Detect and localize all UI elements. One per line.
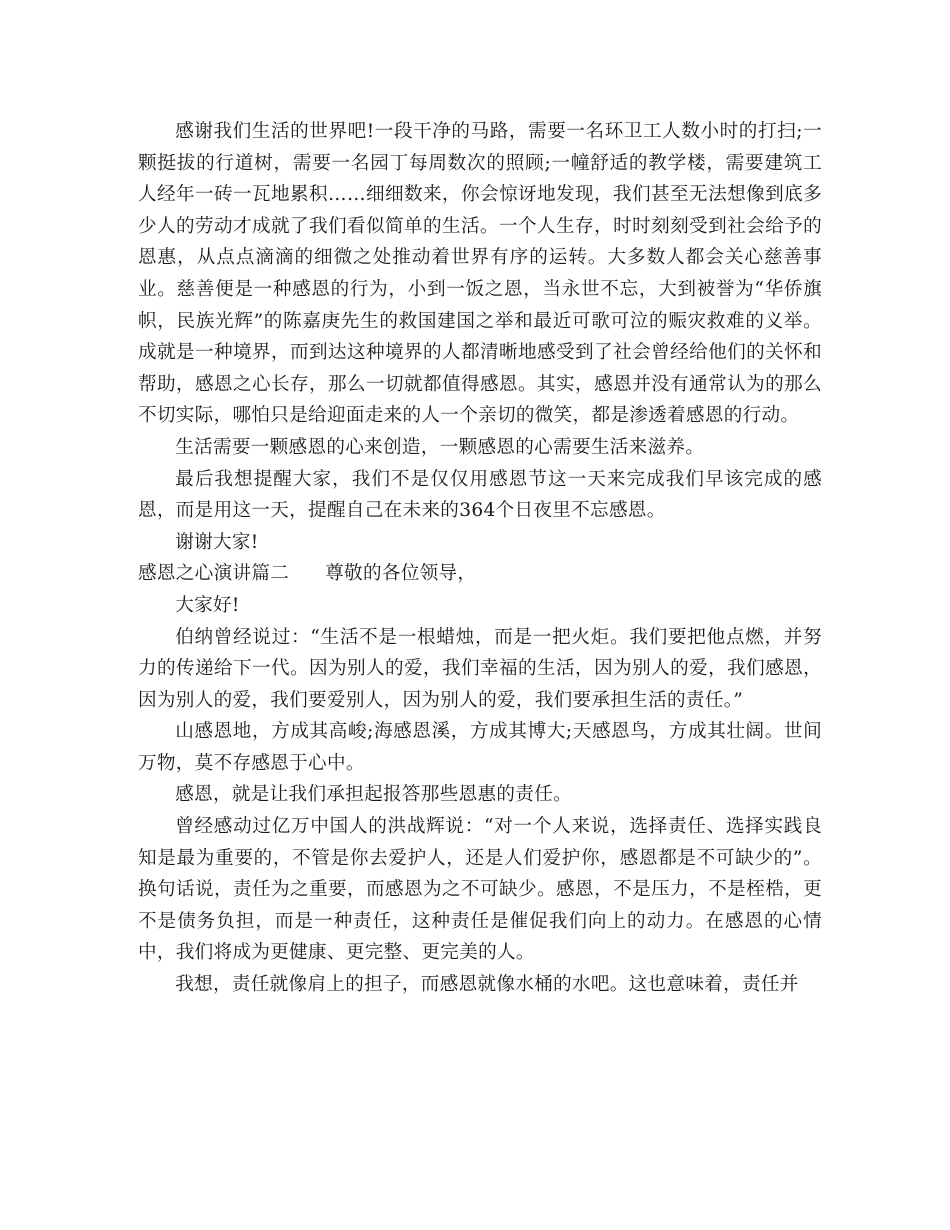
paragraph-life-needs-gratitude: 生活需要一颗感恩的心来创造，一颗感恩的心需要生活来滋养。 [175, 436, 705, 458]
paragraph-reminder: 最后我想提醒大家，我们不是仅仅用感恩节这一天来完成我们早该完成的感恩，而是用这一天，提醒自己在未来的364个日夜里不忘感恩。 [138, 468, 822, 522]
paragraph-bernard-quote: 伯纳曾经说过：“生活不是一根蜡烛，而是一把火炬。我们要把他点燃，并努力的传递给下一代。因为别人的爱，我们幸福的生活，因为别人的爱，我们感恩，因为别人的爱，我们要爱别人，因为别人的爱，我们要承担生活的责任。” [138, 626, 822, 711]
paragraph-hong-zhanhui: 曾经感动过亿万中国人的洪战辉说：“对一个人来说，选择责任、选择实践良知是最为重要的，不管是你去爱护人，还是人们爱护你，感恩都是不可缺少的”。换句话说，责任为之重要，而感恩为之不可缺少。感恩，不是压力，不是桎梏，更不是债务负担，而是一种责任，这种责任是催促我们向上的动力。在感恩的心情中，我们将成为更健康、更完整、更完美的人。 [138, 816, 822, 964]
document-page [138, 116, 822, 1001]
paragraph-mountain-sea: 山感恩地，方成其高峻;海感恩溪，方成其博大;天感恩鸟，方成其壮阔。世间万物，莫不存感恩于心中。 [138, 721, 822, 774]
paragraph-greeting: 大家好! [175, 594, 240, 616]
section-heading-line [138, 558, 822, 590]
paragraph-shoulder-burden: 我想，责任就像肩上的担子，而感恩就像水桶的水吧。这也意味着，责任并 [175, 974, 799, 996]
paragraph-thanks: 谢谢大家! [175, 531, 259, 553]
paragraph-gratitude-world: 感谢我们生活的世界吧!一段干净的马路，需要一名环卫工人数小时的打扫;一颗挺拔的行道树，需要一名园丁每周数次的照顾;一幢舒适的教学楼，需要建筑工人经年一砖一瓦地累积……细细数来，你会惊讶地发现，我们甚至无法想像到底多少人的劳动才成就了我们看似简单的生活。一个人生存，时时刻刻受到社会给予的恩惠，从点点滴滴的细微之处推动着世界有序的运转。大多数人都会关心慈善事业。慈善便是一种感恩的行为，小到一饭之恩，当永世不忘，大到被誉为“华侨旗帜，民族光辉”的陈嘉庚先生的救国建国之举和最近可歌可泣的赈灾救难的义举。成就是一种境界，而到达这种境界的人都清晰地感受到了社会曾经给他们的关怀和帮助，感恩之心长存，那么一切就都值得感恩。其实，感恩并没有通常认为的那么不切实际，哪怕只是给迎面走来的人一个亲切的微笑，都是渗透着感恩的行动。 [138, 121, 822, 427]
paragraph-gratitude-responsibility: 感恩，就是让我们承担起报答那些恩惠的责任。 [175, 784, 572, 806]
salutation: 尊敬的各位领导， [325, 563, 477, 585]
section-title: 感恩之心演讲篇二 [138, 563, 290, 585]
